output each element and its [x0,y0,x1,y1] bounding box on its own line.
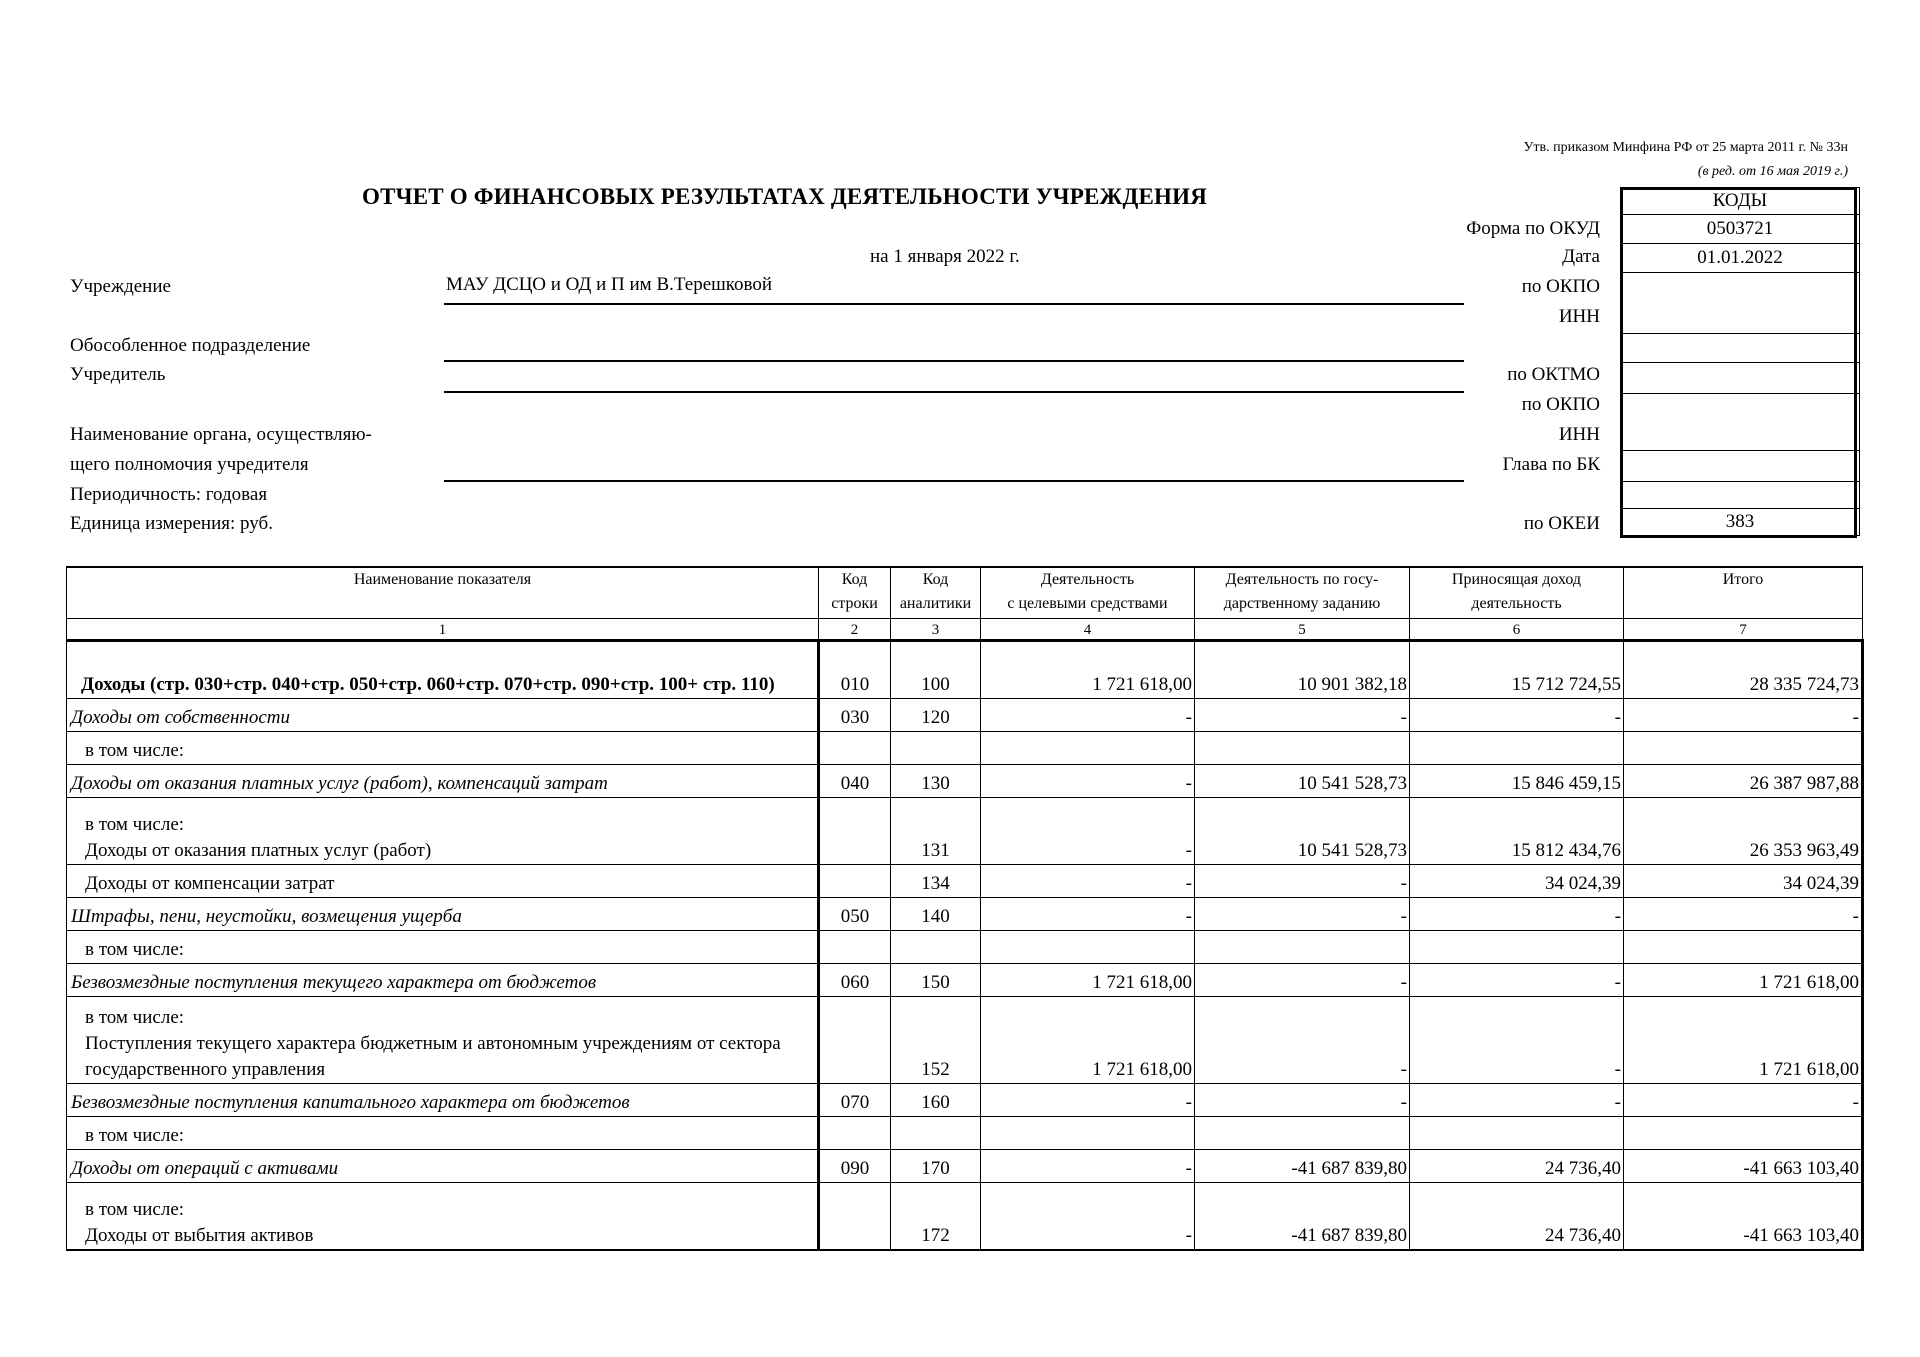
row-code: 070 [819,1084,891,1117]
codes-table [1620,187,1860,536]
authority-label-2: щего полномочия учредителя [70,454,309,475]
state-task-value [1195,1117,1410,1150]
including-label: в том числе: [85,814,185,835]
total-value [1624,732,1863,765]
income-activity-value [1410,1117,1624,1150]
founder-label: Учредитель [70,364,166,385]
empty-code-cell [1621,482,1860,509]
table-row [67,1117,1863,1150]
unit-label: Единица измерения: руб. [70,513,273,534]
total-value: - [1624,1084,1863,1117]
total-value: 26 353 963,49 [1624,798,1863,865]
codes-header: КОДЫ [1621,188,1860,215]
table-row [67,732,1863,765]
inn-label: ИНН [1558,306,1600,327]
table-row [67,765,1863,798]
analytic-code [891,1117,981,1150]
indicator-name [67,732,819,765]
state-task-value [1195,931,1410,964]
indicator-name [67,765,819,798]
oktmo-label: по ОКТМО [1507,364,1600,385]
state-task-value: - [1195,898,1410,931]
total-value: 1 721 618,00 [1624,964,1863,997]
indicator-text: в том числе: [85,939,185,960]
indicator-text: в том числе: [85,1125,185,1146]
founder-underline [444,391,1464,393]
state-task-value: - [1195,699,1410,732]
indicator-text: Безвозмездные поступления капитального характера от бюджетов [71,1092,630,1113]
authority-label-1: Наименование органа, осуществляю- [70,424,372,445]
total-value: 28 335 724,73 [1624,641,1863,699]
state-task-value: - [1195,964,1410,997]
targeted-funds-value [981,1117,1195,1150]
state-task-value: - [1195,997,1410,1084]
analytic-code: 150 [891,964,981,997]
indicator-name [67,931,819,964]
okpo2-label: по ОКПО [1521,394,1600,415]
including-label: в том числе: [85,1199,185,1220]
total-value: 34 024,39 [1624,865,1863,898]
column-number: 6 [1410,619,1624,641]
indicator-text: Доходы от выбытия активов [85,1225,314,1246]
header-name: Наименование показателя [67,567,819,619]
approval-text: Утв. приказом Минфина РФ от 25 марта 2011 г. № 33н [1523,140,1848,155]
inn-value [1621,334,1860,363]
indicator-name [67,865,819,898]
row-code: 040 [819,765,891,798]
oktmo-value [1621,363,1860,394]
indicator-text: Доходы от компенсации затрат [85,873,335,894]
indicator-text: в том числе: [85,740,185,761]
targeted-funds-value: - [981,798,1195,865]
targeted-funds-value: - [981,765,1195,798]
table-row [67,964,1863,997]
column-number: 2 [819,619,891,641]
analytic-code: 152 [891,997,981,1084]
analytic-code [891,732,981,765]
state-task-value [1195,732,1410,765]
indicator-name [67,964,819,997]
targeted-funds-value: - [981,1084,1195,1117]
targeted-funds-value: - [981,699,1195,732]
income-activity-value: 15 846 459,15 [1410,765,1624,798]
total-value: 26 387 987,88 [1624,765,1863,798]
table-row [67,798,1863,865]
date-label: Дата [1562,246,1600,267]
table-row [67,699,1863,732]
indicator-name [67,898,819,931]
income-activity-value: 24 736,40 [1410,1183,1624,1251]
subdivision-label: Обособленное подразделение [70,335,311,356]
targeted-funds-value: - [981,1183,1195,1251]
row-code: 030 [819,699,891,732]
analytic-code: 170 [891,1150,981,1183]
total-value [1624,1117,1863,1150]
column-number: 1 [67,619,819,641]
income-activity-value: 15 712 724,55 [1410,641,1624,699]
okei-label: по ОКЕИ [1523,513,1600,534]
state-task-value: -41 687 839,80 [1195,1150,1410,1183]
report-date: на 1 января 2022 г. [870,246,1020,267]
total-value: - [1624,699,1863,732]
indicator-text: Штрафы, пени, неустойки, возмещения ущерба [71,906,462,927]
analytic-code: 120 [891,699,981,732]
analytic-code: 140 [891,898,981,931]
okud-value: 0503721 [1621,215,1860,244]
state-task-value: 10 541 528,73 [1195,798,1410,865]
table-row [67,1183,1863,1251]
institution-value: МАУ ДСЦО и ОД и П им В.Терешковой [446,274,773,295]
analytic-code: 172 [891,1183,981,1251]
income-activity-value [1410,931,1624,964]
bk-label: Глава по БК [1502,454,1600,475]
date-value: 01.01.2022 [1621,244,1860,273]
analytic-code: 131 [891,798,981,865]
indicator-text: Поступления текущего характера бюджетным и автономным учреждениям от сектора государственного управления [85,1033,781,1080]
total-value: -41 663 103,40 [1624,1183,1863,1251]
header-targeted-funds: Деятельность с целевыми средствами [981,567,1195,619]
state-task-value: - [1195,1084,1410,1117]
income-activity-value: - [1410,699,1624,732]
analytic-code: 160 [891,1084,981,1117]
table-row [67,898,1863,931]
analytic-code: 100 [891,641,981,699]
income-activity-value: 24 736,40 [1410,1150,1624,1183]
header-row-code: Код строки [819,567,891,619]
state-task-value: -41 687 839,80 [1195,1183,1410,1251]
row-code [819,732,891,765]
row-code [819,798,891,865]
bk-value [1621,451,1860,482]
table-row [67,1084,1863,1117]
table-row [67,641,1863,699]
income-activity-value: - [1410,898,1624,931]
row-code [819,931,891,964]
financial-results-table [66,566,1864,1251]
approval-note [1523,136,1848,184]
indicator-name [67,641,819,699]
targeted-funds-value [981,931,1195,964]
column-number: 7 [1624,619,1863,641]
header-state-task: Деятельность по госу- дарственному заданию [1195,567,1410,619]
income-activity-value: 15 812 434,76 [1410,798,1624,865]
indicator-text: Доходы от оказания платных услуг (работ) [85,840,432,861]
header-analytic-code: Код аналитики [891,567,981,619]
header-income-activity: Приносящая доход деятельность [1410,567,1624,619]
including-label: в том числе: [85,1007,185,1028]
institution-label: Учреждение [70,276,171,297]
inn2-label: ИНН [1558,424,1600,445]
subdivision-underline [444,360,1464,362]
periodicity-label: Периодичность: годовая [70,484,268,505]
analytic-code: 134 [891,865,981,898]
column-number: 4 [981,619,1195,641]
edition-text: (в ред. от 16 мая 2019 г.) [1697,164,1848,179]
targeted-funds-value: - [981,865,1195,898]
income-activity-value: - [1410,997,1624,1084]
okpo-label: по ОКПО [1521,276,1600,297]
row-code: 010 [819,641,891,699]
total-value [1624,931,1863,964]
indicator-text: Доходы (стр. 030+стр. 040+стр. 050+стр. 060+стр. 070+стр. 090+стр. 100+ стр. 110) [81,674,775,695]
table-row [67,865,1863,898]
indicator-text: Доходы от операций с активами [71,1158,339,1179]
indicator-name [67,798,819,865]
okpo-value [1621,273,1860,334]
state-task-value: 10 901 382,18 [1195,641,1410,699]
targeted-funds-value: 1 721 618,00 [981,641,1195,699]
table-row [67,931,1863,964]
row-code [819,1183,891,1251]
targeted-funds-value: 1 721 618,00 [981,964,1195,997]
row-code: 060 [819,964,891,997]
okpo2-inn2-value [1621,394,1860,451]
row-code: 050 [819,898,891,931]
analytic-code: 130 [891,765,981,798]
income-activity-value: - [1410,964,1624,997]
targeted-funds-value: - [981,1150,1195,1183]
indicator-text: Доходы от оказания платных услуг (работ), компенсаций затрат [71,773,608,794]
indicator-name [67,1117,819,1150]
targeted-funds-value: - [981,898,1195,931]
analytic-code [891,931,981,964]
column-number-row [67,619,1863,641]
targeted-funds-value [981,732,1195,765]
table-row [67,1150,1863,1183]
row-code [819,1117,891,1150]
header-total: Итого [1624,567,1863,619]
table-body [67,641,1863,1251]
authority-underline [444,480,1464,482]
indicator-text: Доходы от собственности [71,707,290,728]
income-activity-value [1410,732,1624,765]
indicator-name [67,1150,819,1183]
indicator-name [67,1183,819,1251]
indicator-text: Безвозмездные поступления текущего характера от бюджетов [71,972,597,993]
targeted-funds-value: 1 721 618,00 [981,997,1195,1084]
institution-underline [444,303,1464,305]
income-activity-value: - [1410,1084,1624,1117]
state-task-value: - [1195,865,1410,898]
total-value: 1 721 618,00 [1624,997,1863,1084]
page-title: ОТЧЕТ О ФИНАНСОВЫХ РЕЗУЛЬТАТАХ ДЕЯТЕЛЬНОСТИ УЧРЕЖДЕНИЯ [362,184,1208,209]
state-task-value: 10 541 528,73 [1195,765,1410,798]
column-number: 5 [1195,619,1410,641]
table-row [67,997,1863,1084]
indicator-name [67,1084,819,1117]
row-code: 090 [819,1150,891,1183]
row-code [819,997,891,1084]
indicator-name [67,699,819,732]
indicator-name [67,997,819,1084]
okud-label: Форма по ОКУД [1466,218,1600,239]
column-number: 3 [891,619,981,641]
header-row [67,567,1863,619]
total-value: -41 663 103,40 [1624,1150,1863,1183]
total-value: - [1624,898,1863,931]
okei-value: 383 [1621,509,1860,536]
income-activity-value: 34 024,39 [1410,865,1624,898]
row-code [819,865,891,898]
